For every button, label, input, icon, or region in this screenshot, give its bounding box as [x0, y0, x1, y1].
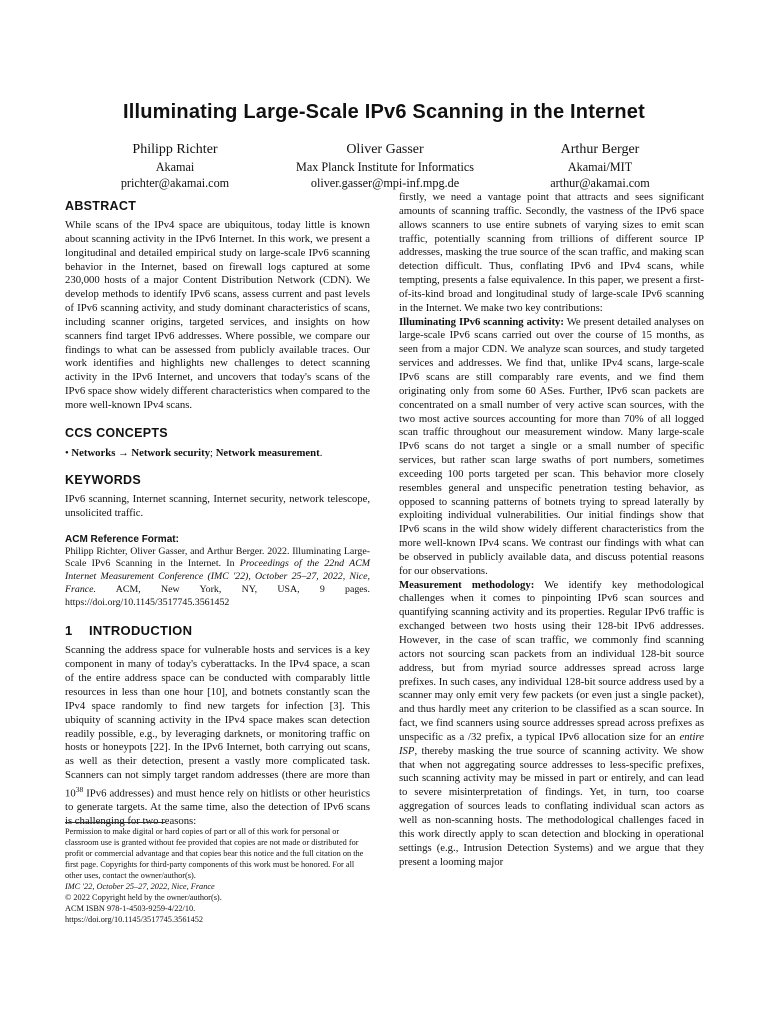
intro-text-a: Scanning the address space for vulnerable hosts and services is a key component in many of today's cyberattacks. In the IPv4 space, a scan of the entire address space can be conducted with comparably little resources in less than one hour [10], and botnets constantly scan the IPv4 space randomly to find new targets for infection [3]. This ubiquity of scanning activity in the IPv4 space makes scan detection readily possible, e.g., by leveraging darknets, or monitoring traffic on hosts or honeypots [22]. In the IPv6 Internet, both carrying out scans, as well as their detection, present a vastly more complicated task. Scanners can not simply target random addresses (there are more than 10 [65, 644, 370, 800]
author-3 [490, 141, 710, 191]
keywords-heading: KEYWORDS [65, 472, 142, 487]
reference-tail: ACM, New York, NY, USA, 9 pages. https://doi.org/10.1145/3517745.3561452 [65, 583, 370, 608]
keywords-text: IPv6 scanning, Internet scanning, Internet security, network telescope, unsolicited traffic. [65, 492, 370, 519]
intro-superscript: 38 [75, 784, 84, 794]
author-affiliation: Akamai [155, 160, 195, 174]
section-title: INTRODUCTION [89, 623, 193, 639]
author-affiliation: Max Planck Institute for Informatics [295, 160, 475, 174]
paper-title: Illuminating Large-Scale IPv6 Scanning in the Internet [122, 101, 645, 123]
author-email: arthur@akamai.com [550, 176, 650, 190]
reference-authors: Philipp Richter, Oliver Gasser, and Arthur Berger. 2022. Illuminating Large-Scale IPv6 Scanning in the Internet. In [65, 545, 370, 570]
acm-reference-format [65, 533, 370, 610]
paragraph-body-a: We identify key methodological challenges when it comes to pinpointing IPv6 scan sources and quantifying scanning activity and its properties. Regular IPv6 traffic is exchanged between two hosts using their 128-bit IPv6 addresses. However, in the case of scan traffic, we commonly find scanning actors not sourcing scan packets from an individual 128-bit source address, but from myriad source addresses spread across large prefixes. In such cases, any individual 128-bit source address used by a scanner may only emit very few packets (or even just a single packet), and thus hardly meet any criterion to be classified as a scan source. In fact, we find scanners using source addresses spread across prefixes as unspecific as a /32 prefix, a typical IPv6 allocation size for an [399, 578, 704, 743]
paragraph-emphasis: entire ISP [399, 730, 704, 757]
intro-text-b: IPv6 addresses) and must hence rely on hitlists or other heuristics to generate targets. At the same time, also the detection of IPv6 scans is challenging for two reasons: [65, 787, 370, 828]
copyright-footnote [65, 826, 370, 925]
introduction-heading [65, 623, 370, 638]
paragraph-label: Illuminating IPv6 scanning activity: [399, 315, 564, 328]
author-block [60, 141, 708, 191]
introduction-paragraph [65, 644, 370, 829]
footnote-divider [65, 822, 165, 823]
author-email: prichter@akamai.com [120, 176, 230, 190]
author-name: Arthur Berger [560, 142, 640, 157]
reference-venue: Proceedings of the 22nd ACM Internet Measurement Conference (IMC '22), October 25–27, 2022, Nice, France. [65, 558, 371, 595]
left-column [65, 199, 370, 829]
right-paragraph-1: firstly, we need a vantage point that attracts and sees significant amounts of scanning traffic. Secondly, the vastness of the IPv6 space allows scanners to use entire subnets of varying sizes to emit scan traffic, potentially scanning from trillions of different source IP addresses, masking the true source of the scan traffic, and making scan detection difficult. Thus, conflating IPv6 and IPv4 scans, while tempting, presents a false equivalence. In this paper, we present a first-of-its-kind broad and longitudinal study of large-scale IPv6 scanning in the Internet. We make two key contributions: [399, 191, 704, 314]
section-number: 1 [65, 623, 73, 639]
author-name: Philipp Richter [132, 142, 218, 157]
author-2 [260, 141, 510, 191]
doi-line: https://doi.org/10.1145/3517745.3561452 [65, 915, 204, 924]
right-paragraph-3 [399, 579, 704, 870]
permission-notice: Permission to make digital or hard copies of part or all of this work for personal or classroom use is granted without fee provided that copies are not made or distributed for profit or commercial advantage and that copies bear this notice and the full citation on the first page. Copyrights for third-party components of this work must be honored. For all other uses, contact the owner/author(s). [65, 827, 364, 880]
right-column [399, 191, 704, 869]
author-1 [60, 141, 290, 191]
ccs-subcategory: Network security [131, 446, 211, 459]
reference-text [65, 546, 370, 610]
author-affiliation: Akamai/MIT [567, 160, 633, 174]
ccs-category: Networks [71, 446, 116, 459]
ccs-concepts-line: • Networks → Network security; Network measurement. [65, 446, 323, 459]
ccs-leaf: Network measurement [215, 446, 320, 459]
author-name: Oliver Gasser [346, 142, 424, 157]
ccs-heading: CCS CONCEPTS [65, 425, 168, 440]
abstract-text: While scans of the IPv4 space are ubiquitous, today little is known about scanning activity in the IPv6 Internet. In this work, we present a longitudinal and detailed empirical study on large-scale IPv6 scanning behavior in the Internet, based on firewall logs captured at some 230,000 hosts of a major Content Distribution Network (CDN). We develop methods to identify IPv6 scans, assess current and past levels of IPv6 scanning activity, and study dominant characteristics of scans, including scanner origins, targeted services, and insights on how scanners find target IPv6 addresses. Where possible, we compare our findings to what can be assessed from publicly available traces. Our work identifies and highlights new challenges to detect scanning activity in the IPv6 Internet, and uncovers that today's scans of the IPv6 space show widely different characteristics when compared to the more well-known IPv4 scans. [65, 219, 370, 411]
ccs-bullet: • [65, 446, 69, 459]
paragraph-body-b: , thereby masking the true source of scanning activity. We show that when not aggregating source addresses to less-specific prefixes, such scanning activity may be missed in part or entirely, and can lead to severe misinterpretation of findings. Yet, in turn, too coarse aggregation of sources leads to conflating individual scan actors as well as non-scanning hosts. The methodological challenges faced in this work directly apply to scan detection and blocking in operational settings (e.g., Intrusion Detection Systems) and we argue that they present a looming major [399, 744, 704, 868]
copyright-line: © 2022 Copyright held by the owner/author(s). [65, 893, 222, 902]
author-email: oliver.gasser@mpi-inf.mpg.de [310, 176, 460, 190]
isbn-line: ACM ISBN 978-1-4503-9259-4/22/10. [65, 904, 196, 913]
abstract-heading: ABSTRACT [65, 199, 137, 213]
right-paragraph-2 [399, 316, 704, 579]
paragraph-body: We present detailed analyses on large-scale IPv6 scans carried out over the course of 15 months, as seen from a major CDN. We analyze scan sources, and study targeted services and addresses. We find that, unlike IPv4 scans, large-scale IPv6 scans are still comparably rare events, and we find them originating only from some 60 ASes. Further, IPv6 scan packets are concentrated on a small number of very active scan sources, with the two most active sources accounting for more than 70% of all logged scan traffic throughout our measurement window. Many large-scale IPv6 scans do not target a single or a small number of specific services, but rather scan large swaths of port numbers, sometimes exceeding 100 ports targeted per scan. This behavior more closely resembles general and unspecific penetration testing behavior, as opposed to scanning patterns of botnets trying to spread laterally by exploiting individual vulnerabilities. Our initial findings show that IPv6 scans in the wild show widely different characteristics from the more well-known IPv4 scans. We contrast our findings with what can be observed in publicly available data, and discuss potential reasons for our observations. [399, 315, 704, 577]
conference-line: IMC '22, October 25–27, 2022, Nice, France [65, 882, 215, 891]
reference-label: ACM Reference Format: [65, 533, 179, 545]
ccs-arrow: → [118, 446, 129, 459]
paragraph-label: Measurement methodology: [399, 578, 535, 591]
